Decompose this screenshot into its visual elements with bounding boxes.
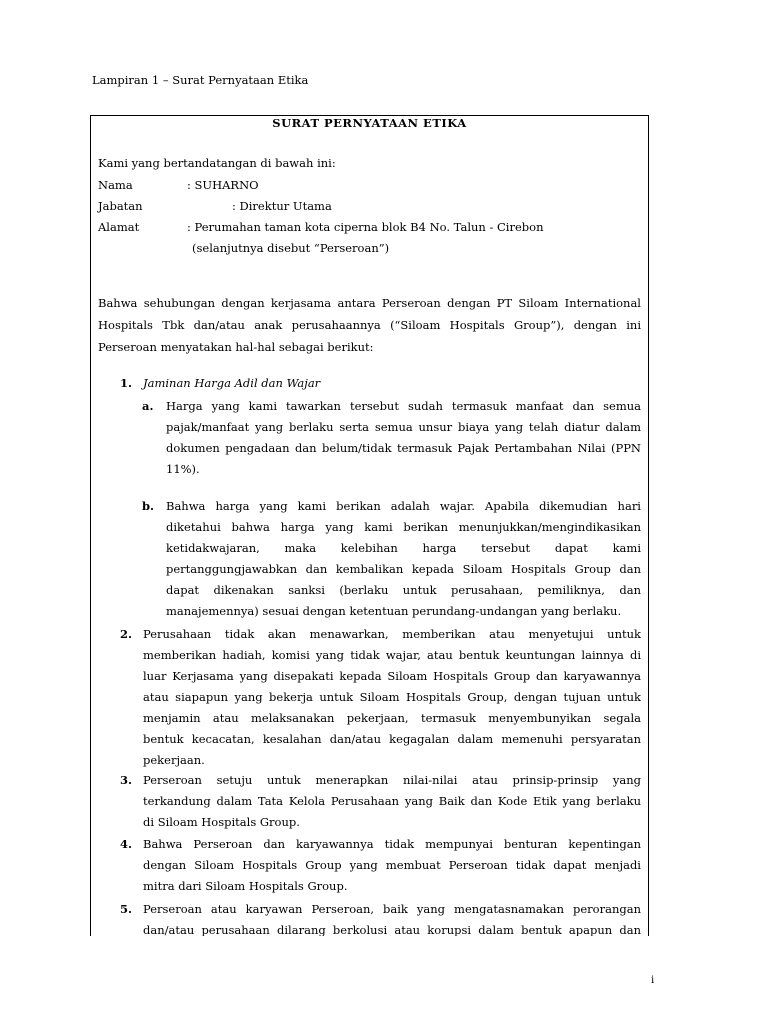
subitem-label: b.: [142, 499, 155, 513]
subitem-line: Bahwa harga yang kami berikan adalah wajar. Apabila dikemudian hari: [166, 499, 641, 513]
item-line: memberikan hadiah, komisi yang tidak wajar, atau bentuk keuntungan lainnya di: [143, 648, 641, 662]
item-line: menjamin atau melaksanakan pekerjaan, termasuk menyembunyikan segala: [143, 711, 641, 725]
item-line: atau siapapun yang bekerja untuk Siloam Hospitals Group, dengan tujuan untuk: [143, 690, 641, 704]
alamat-note: (selanjutnya disebut “Perseroan”): [192, 241, 390, 255]
item-line: terkandung dalam Tata Kelola Perusahaan yang Baik dan Kode Etik yang berlaku: [143, 794, 641, 808]
subitem-line: dapat dikenakan sanksi (berlaku untuk perusahaan, pemiliknya, dan: [166, 583, 641, 597]
item-line: Bahwa Perseroan dan karyawannya tidak mempunyai benturan kepentingan: [143, 837, 641, 851]
alamat-label: Alamat: [98, 220, 140, 234]
subitem-line: pertanggungjawabkan dan kembalikan kepada Siloam Hospitals Group dan: [166, 562, 641, 576]
item-line: Perusahaan tidak akan menawarkan, memberikan atau menyetujui untuk: [143, 627, 641, 641]
page-header: Lampiran 1 – Surat Pernyataan Etika: [92, 73, 309, 87]
item-line: Perseroan setuju untuk menerapkan nilai-nilai atau prinsip-prinsip yang: [143, 773, 641, 787]
subitem-line: 11%).: [166, 462, 200, 476]
subitem-line: ketidakwajaran, maka kelebihan harga tersebut dapat kami: [166, 541, 641, 555]
item-line: pekerjaan.: [143, 753, 205, 767]
document-title: SURAT PERNYATAAN ETIKA: [272, 116, 467, 130]
opening-line: Bahwa sehubungan dengan kerjasama antara Perseroan dengan PT Siloam International: [98, 296, 641, 310]
subitem-line: dokumen pengadaan dan belum/tidak termasuk Pajak Pertambahan Nilai (PPN: [166, 441, 641, 455]
nama-value: : SUHARNO: [187, 178, 259, 192]
opening-line: Hospitals Tbk dan/atau anak perusahaannya (“Siloam Hospitals Group”), dengan ini: [98, 318, 641, 332]
item-number: 5.: [120, 902, 133, 916]
subitem-line: diketahui bahwa harga yang kami berikan menunjukkan/mengindikasikan: [166, 520, 641, 534]
opening-line: Perseroan menyatakan hal-hal sebagai berikut:: [98, 340, 374, 354]
item-number: 1.: [120, 376, 133, 390]
jabatan-label: Jabatan: [98, 199, 143, 213]
item-line: Perseroan atau karyawan Perseroan, baik yang mengatasnamakan perorangan: [143, 902, 641, 916]
nama-label: Nama: [98, 178, 133, 192]
item-line: di Siloam Hospitals Group.: [143, 815, 300, 829]
page-number: i: [651, 975, 655, 986]
item-number: 2.: [120, 627, 133, 641]
jabatan-value: : Direktur Utama: [232, 199, 332, 213]
statement-box: [90, 115, 649, 936]
subitem-line: manajemennya) sesuai dengan ketentuan perundang-undangan yang berlaku.: [166, 604, 622, 618]
item-line: bentuk kecacatan, kesalahan dan/atau kegagalan dalam memenuhi persyaratan: [143, 732, 641, 746]
subitem-line: Harga yang kami tawarkan tersebut sudah termasuk manfaat dan semua: [166, 399, 641, 413]
item-line: mitra dari Siloam Hospitals Group.: [143, 879, 348, 893]
intro-text: Kami yang bertandatangan di bawah ini:: [98, 156, 336, 170]
item-number: 3.: [120, 773, 133, 787]
item-heading: Jaminan Harga Adil dan Wajar: [143, 376, 321, 390]
item-line: dan/atau perusahaan dilarang berkolusi atau korupsi dalam bentuk apapun dan: [143, 923, 641, 936]
item-line: dengan Siloam Hospitals Group yang membuat Perseroan tidak dapat menjadi: [143, 858, 641, 872]
item-number: 4.: [120, 837, 133, 851]
subitem-label: a.: [142, 399, 154, 413]
item-line: luar Kerjasama yang disepakati kepada Siloam Hospitals Group dan karyawannya: [143, 669, 641, 683]
subitem-line: pajak/manfaat yang berlaku serta semua unsur biaya yang telah diatur dalam: [166, 420, 641, 434]
alamat-value: : Perumahan taman kota ciperna blok B4 No. Talun - Cirebon: [187, 220, 544, 234]
